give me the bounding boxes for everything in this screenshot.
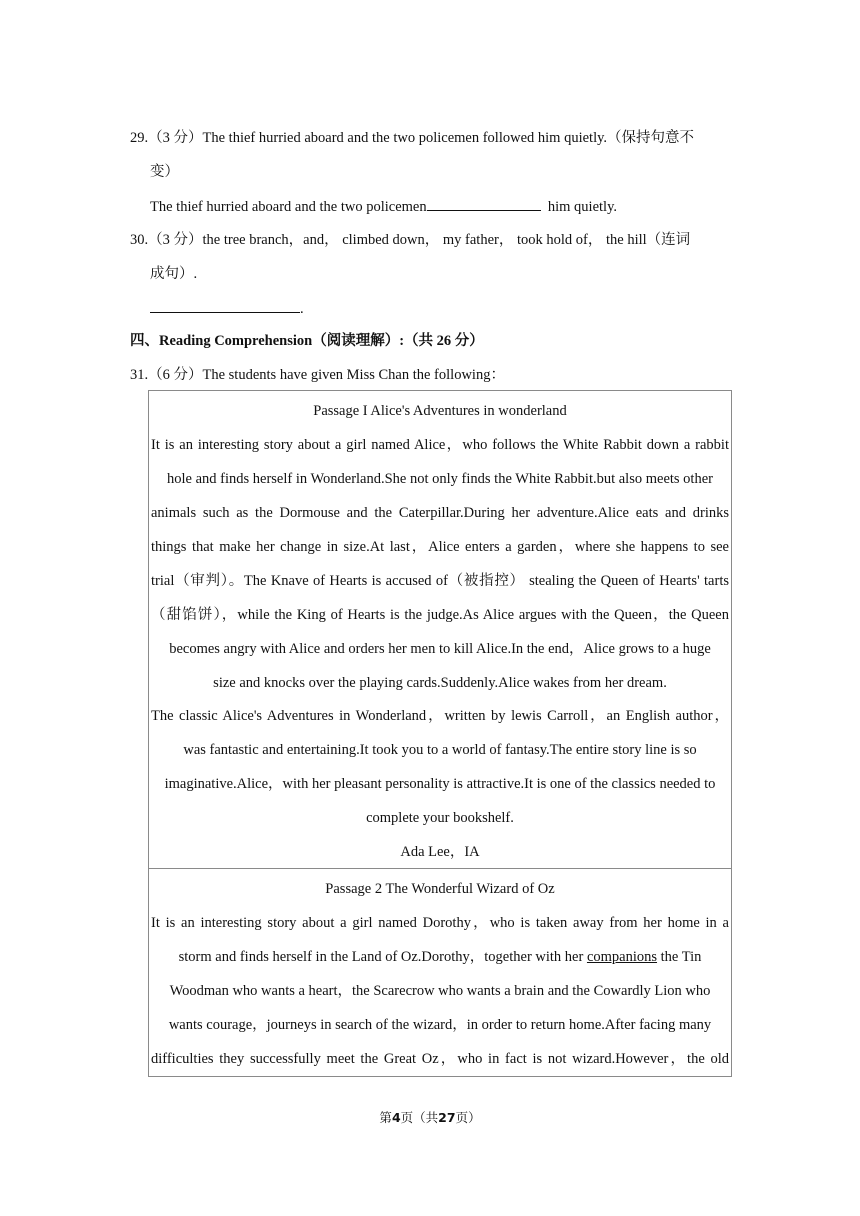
page-footer <box>0 1108 860 1128</box>
footer-middle: 页（共 <box>400 1110 439 1125</box>
passage-2-line: wants courage，journeys in search of the wizard，in order to return home.After facing many <box>168 1017 712 1033</box>
passage-1-line: becomes angry with Alice and orders her men to kill Alice.In the end，Alice grows to a huge <box>169 641 711 657</box>
footer-page-number: 4 <box>391 1110 401 1125</box>
q30-answer-blank[interactable] <box>150 298 300 313</box>
passage-1-line: complete your bookshelf. <box>366 810 514 826</box>
q31-intro: 31.（6 分）The students have given Miss Chan the following： <box>130 367 505 383</box>
passage-1-line: It is an interesting story about a girl named Alice，who follows the White Rabbit down a rabbit <box>151 437 729 453</box>
q30-prompt: 30.（3 分）the tree branch，and， climbed down， my father， took hold of， the hill（连词 <box>130 232 691 248</box>
footer-total-pages: 27 <box>438 1110 456 1125</box>
q29-answer-prefix: The thief hurried aboard and the two policemen <box>150 199 427 215</box>
underlined-word-companions: companions <box>586 949 658 965</box>
passage-2-line: Woodman who wants a heart，the Scarecrow who wants a brain and the Cowardly Lion who <box>169 983 711 999</box>
passage-1-line: imaginative.Alice，with her pleasant personality is attractive.It is one of the classics needed to <box>164 776 716 792</box>
passage-1-title: Passage I Alice's Adventures in wonderland <box>313 403 567 419</box>
passage-1-box <box>148 390 732 869</box>
q30-answer-suffix: . <box>300 301 304 317</box>
passage-1-line: The classic Alice's Adventures in Wonderland，written by lewis Carroll，an English author， <box>151 708 729 724</box>
passage-1-line: hole and finds herself in Wonderland.She not only finds the White Rabbit.but also meets other <box>167 471 713 487</box>
passage-2-line: It is an interesting story about a girl named Dorothy，who is taken away from her home in a <box>151 915 729 931</box>
passage-2-box <box>148 868 732 1077</box>
q29-answer-suffix: him quietly. <box>547 199 617 215</box>
q30-prompt-cont: 成句）. <box>150 266 198 282</box>
passage-1-line: things that make her change in size.At last，Alice enters a garden，where she happens to see <box>151 539 729 555</box>
passage-2-line-part: the Tin <box>657 949 702 965</box>
passage-2-line: difficulties they successfully meet the Great Oz，who in fact is not wizard.However，the old <box>151 1051 729 1067</box>
q30-answer-line <box>150 298 304 319</box>
q29-prompt: 29.（3 分）The thief hurried aboard and the two policemen followed him quietly.（保持句意不 <box>130 130 695 146</box>
q29-prompt-cont: 变） <box>150 164 179 180</box>
q29-answer-line <box>150 196 617 217</box>
passage-1-line: was fantastic and entertaining.It took you to a world of fantasy.The entire story line is so <box>183 742 697 758</box>
passage-1-line: animals such as the Dormouse and the Caterpillar.During her adventure.Alice eats and drinks <box>151 505 729 521</box>
passage-1-signature: Ada Lee，IA <box>400 844 480 860</box>
passage-2-line <box>149 947 731 967</box>
passage-1-line: size and knocks over the playing cards.Suddenly.Alice wakes from her dream. <box>213 675 667 691</box>
footer-prefix: 第 <box>379 1110 392 1125</box>
q29-answer-blank[interactable] <box>427 196 541 211</box>
passage-1-line: trial（审判）。The Knave of Hearts is accused of（被指控） stealing the Queen of Hearts' tarts <box>151 573 729 589</box>
passage-1-line: （甜馅饼），while the King of Hearts is the judge.As Alice argues with the Queen，the Queen <box>151 607 729 623</box>
section-4-title: 四、Reading Comprehension（阅读理解）:（共 26 分） <box>130 333 484 349</box>
footer-suffix: 页） <box>455 1110 481 1125</box>
passage-2-title: Passage 2 The Wonderful Wizard of Oz <box>325 881 555 897</box>
passage-2-line-part: storm and finds herself in the Land of Oz.Dorothy，together with her <box>178 949 587 965</box>
